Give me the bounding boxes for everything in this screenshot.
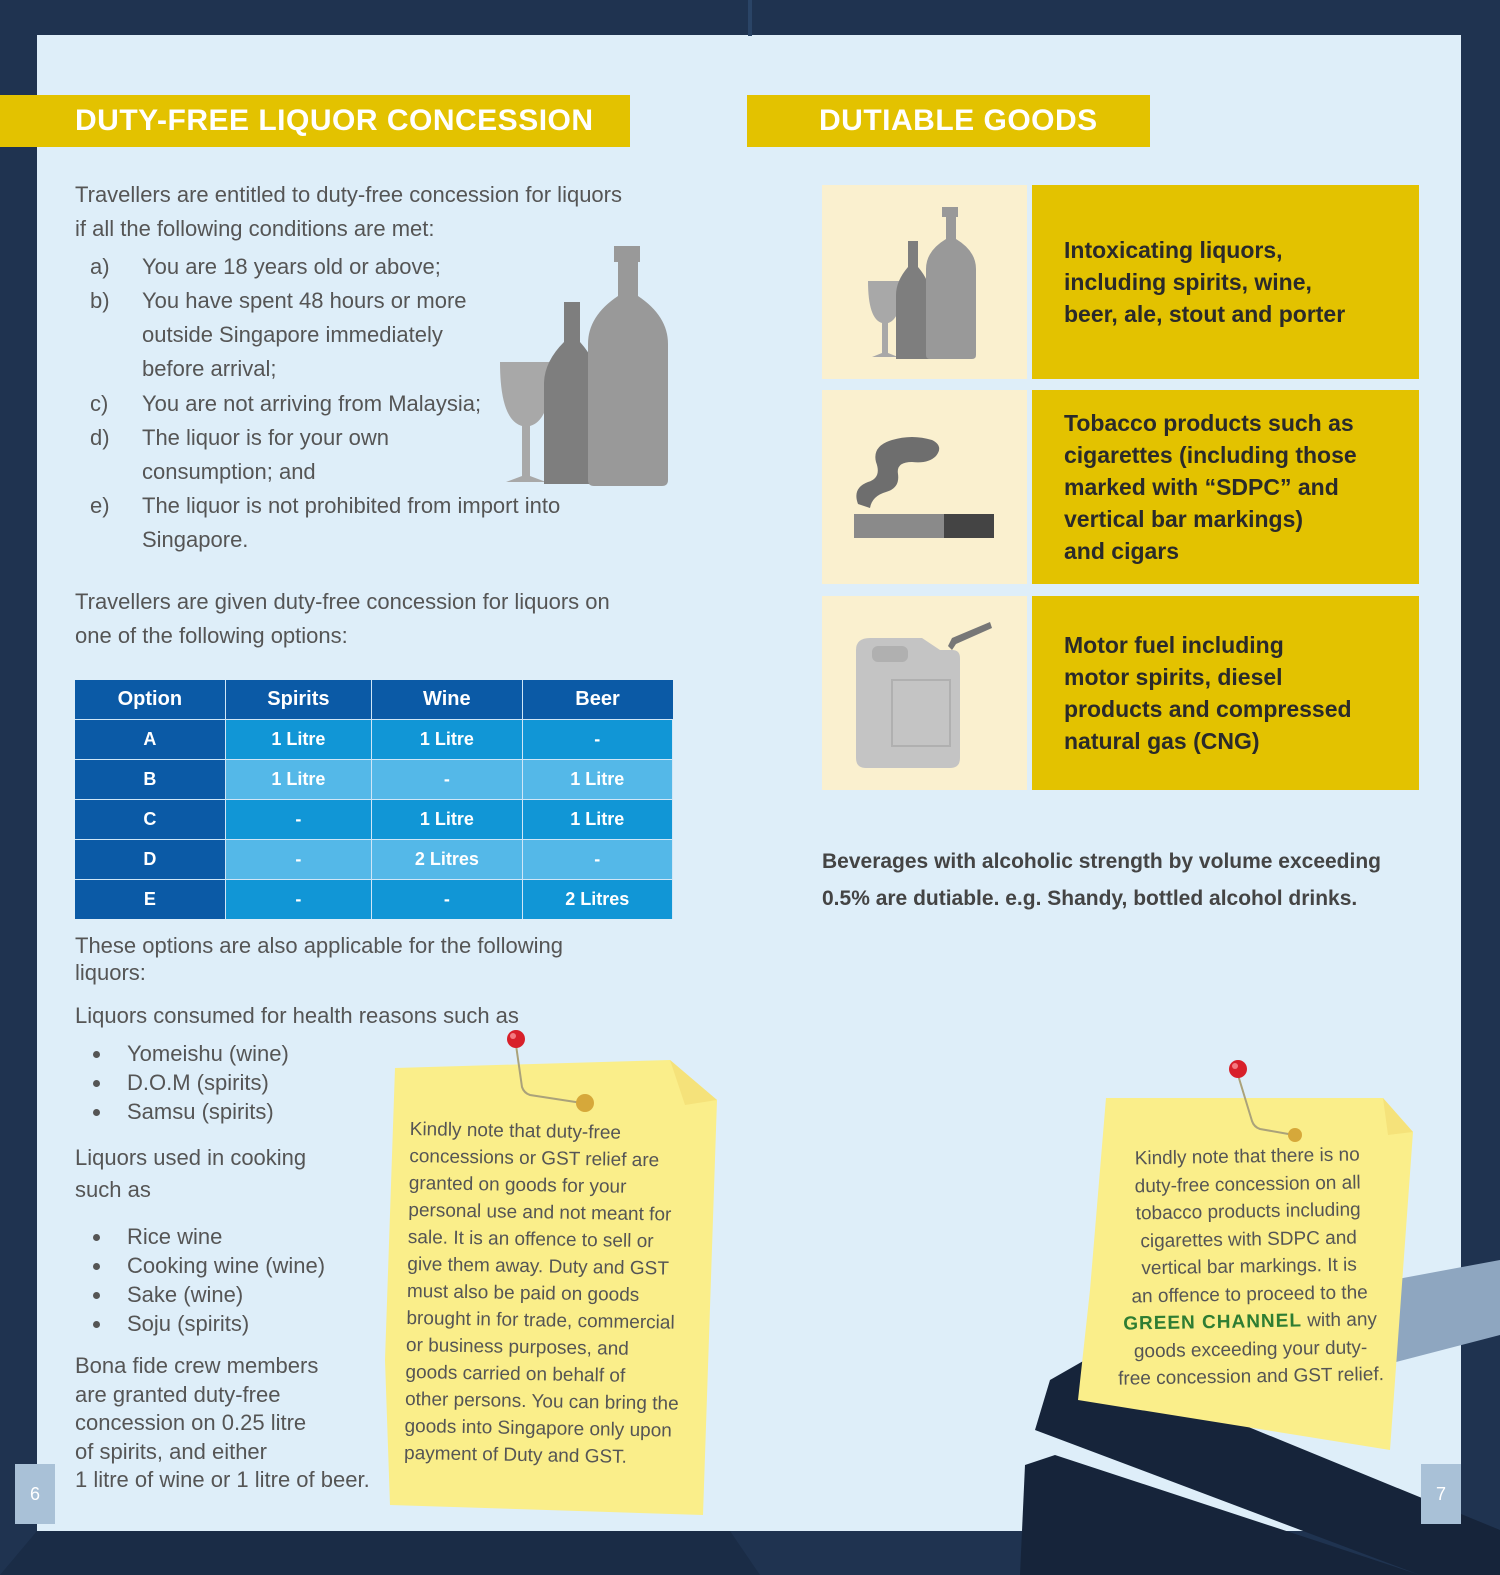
liquor-options-table xyxy=(75,680,673,919)
goods-line: marked with “SDPC” and xyxy=(1064,474,1339,500)
liquor-bottles-icon xyxy=(498,244,670,488)
note-line: brought in for trade, commercial xyxy=(406,1307,675,1334)
list-item xyxy=(75,1251,325,1280)
applicable-line: liquors: xyxy=(75,960,146,985)
table-header-option: Option xyxy=(75,680,225,720)
table-cell: 1 Litre xyxy=(372,720,522,760)
note-line: goods carried on behalf of xyxy=(405,1361,626,1387)
intro-text xyxy=(75,178,622,246)
table-cell: - xyxy=(225,800,371,840)
condition-text: outside Singapore immediately xyxy=(142,322,443,347)
applicable-text xyxy=(75,932,563,986)
push-pin-icon xyxy=(500,1025,600,1120)
table-header-beer: Beer xyxy=(522,680,672,720)
condition-text: You are not arriving from Malaysia; xyxy=(142,391,482,416)
beverages-note xyxy=(822,843,1381,917)
list-item-text: Samsu (spirits) xyxy=(127,1099,274,1124)
goods-row-fuel xyxy=(822,596,1419,790)
list-item-text: Soju (spirits) xyxy=(127,1311,250,1336)
goods-line: cigarettes (including those xyxy=(1064,442,1357,468)
crew-line: Bona fide crew members xyxy=(75,1353,319,1378)
table-cell: E xyxy=(75,880,225,920)
goods-line: and cigars xyxy=(1064,538,1180,564)
bullet xyxy=(93,1321,100,1328)
table-row xyxy=(75,840,673,880)
goods-row-tobacco xyxy=(822,390,1419,584)
liquor-bottles-icon xyxy=(866,205,982,361)
condition-label: e) xyxy=(90,493,110,518)
cooking-liquor-list xyxy=(75,1222,325,1338)
health-intro: Liquors consumed for health reasons such as xyxy=(75,1003,519,1028)
table-row xyxy=(75,800,673,840)
goods-line: beer, ale, stout and porter xyxy=(1064,301,1346,327)
cigarette-icon xyxy=(852,432,997,542)
intro-line: if all the following conditions are met: xyxy=(75,216,435,241)
table-cell: 1 Litre xyxy=(522,800,672,840)
table-cell: C xyxy=(75,800,225,840)
table-cell: 1 Litre xyxy=(225,760,371,800)
condition-label: b) xyxy=(90,288,110,313)
crew-line: concession on 0.25 litre xyxy=(75,1410,307,1435)
green-channel-label: GREEN CHANNEL xyxy=(1123,1310,1303,1335)
condition-text: You have spent 48 hours or more xyxy=(142,288,467,313)
options-intro xyxy=(75,585,610,653)
condition-label: a) xyxy=(90,254,110,279)
goods-line: products and compressed xyxy=(1064,696,1352,722)
page-number-text: 6 xyxy=(29,1483,40,1504)
goods-icon-panel xyxy=(822,185,1027,379)
bullet xyxy=(93,1292,100,1299)
note-line: Kindly note that there is no xyxy=(1134,1144,1360,1170)
table-cell: - xyxy=(522,840,672,880)
table-header-spirits: Spirits xyxy=(225,680,371,720)
condition-text: The liquor is for your own xyxy=(142,425,389,450)
note-line: duty-free concession on all xyxy=(1134,1171,1361,1197)
condition-label: d) xyxy=(90,425,110,450)
list-item xyxy=(75,1222,325,1251)
bullet xyxy=(93,1263,100,1270)
options-intro-line: one of the following options: xyxy=(75,623,348,648)
condition-text: Singapore. xyxy=(142,527,249,552)
goods-line: Tobacco products such as xyxy=(1064,410,1354,436)
crew-line: 1 litre of wine or 1 litre of beer. xyxy=(75,1467,370,1492)
goods-row-liquor xyxy=(822,185,1419,379)
page-number-left xyxy=(15,1464,55,1524)
page-number-right xyxy=(1421,1464,1461,1524)
condition-text: You are 18 years old or above; xyxy=(142,254,441,279)
intro-line: Travellers are entitled to duty-free concession for liquors xyxy=(75,182,622,207)
note-line-part: with any xyxy=(1301,1309,1378,1332)
table-cell: 1 Litre xyxy=(225,720,371,760)
list-item-text: D.O.M (spirits) xyxy=(127,1070,269,1095)
goods-line: vertical bar markings) xyxy=(1064,506,1304,532)
cooking-intro xyxy=(75,1142,306,1206)
table-header-row xyxy=(75,680,673,720)
table-row xyxy=(75,880,673,920)
goods-line: Intoxicating liquors, xyxy=(1064,237,1283,263)
list-item xyxy=(75,1280,325,1309)
crew-text xyxy=(75,1352,370,1495)
fuel-jerrycan-icon xyxy=(852,618,997,770)
condition-text: consumption; and xyxy=(142,459,316,484)
note-line: other persons. You can bring the xyxy=(404,1388,679,1415)
goods-text-panel xyxy=(1032,185,1419,379)
bullet xyxy=(93,1080,100,1087)
goods-text-panel xyxy=(1032,596,1419,790)
table-row xyxy=(75,720,673,760)
bullet xyxy=(93,1109,100,1116)
table-cell: - xyxy=(225,880,371,920)
banner-title: DUTIABLE GOODS xyxy=(819,104,1098,137)
note-line: vertical bar markings. It is xyxy=(1141,1254,1358,1280)
beverages-line: 0.5% are dutiable. e.g. Shandy, bottled alcohol drinks. xyxy=(822,887,1358,910)
note-line: give them away. Duty and GST xyxy=(407,1253,670,1280)
goods-line: natural gas (CNG) xyxy=(1064,728,1260,754)
list-item xyxy=(75,1039,289,1068)
goods-line: motor spirits, diesel xyxy=(1064,664,1283,690)
note-line: personal use and not meant for xyxy=(408,1199,672,1226)
note-line: or business purposes, and xyxy=(405,1334,630,1360)
goods-icon-panel xyxy=(822,390,1027,584)
bullet xyxy=(93,1051,100,1058)
list-item xyxy=(75,1309,325,1338)
list-item-text: Rice wine xyxy=(127,1224,223,1249)
table-header-wine: Wine xyxy=(372,680,522,720)
goods-icon-panel xyxy=(822,596,1027,790)
cooking-intro-line: such as xyxy=(75,1177,151,1202)
table-cell: A xyxy=(75,720,225,760)
table-cell: D xyxy=(75,840,225,880)
note-line: free concession and GST relief. xyxy=(1117,1364,1385,1390)
health-liquor-list xyxy=(75,1039,289,1126)
note-line: goods into Singapore only upon xyxy=(404,1415,672,1442)
table-cell: 2 Litres xyxy=(522,880,672,920)
options-intro-line: Travellers are given duty-free concession for liquors on xyxy=(75,589,610,614)
list-item-text: Cooking wine (wine) xyxy=(127,1253,326,1278)
note-line: must also be paid on goods xyxy=(406,1280,640,1307)
list-item-text: Yomeishu (wine) xyxy=(127,1041,289,1066)
note-line: tobacco products including xyxy=(1135,1199,1361,1225)
table-cell: 1 Litre xyxy=(522,760,672,800)
table-cell: - xyxy=(372,760,522,800)
note-line: an offence to proceed to the xyxy=(1131,1281,1368,1307)
note-line: goods exceeding your duty- xyxy=(1133,1336,1368,1362)
table-cell: 1 Litre xyxy=(372,800,522,840)
condition-text: before arrival; xyxy=(142,356,277,381)
push-pin-icon xyxy=(1228,1055,1318,1150)
table-cell: - xyxy=(225,840,371,880)
goods-text-panel xyxy=(1032,390,1419,584)
spine-top xyxy=(748,0,752,36)
list-item xyxy=(75,1068,289,1097)
condition-text: The liquor is not prohibited from import into xyxy=(142,493,561,518)
note-line: cigarettes with SDPC and xyxy=(1140,1226,1358,1252)
bullet xyxy=(93,1234,100,1241)
dutiable-goods-banner xyxy=(747,95,1150,147)
cooking-intro-line: Liquors used in cooking xyxy=(75,1145,307,1170)
goods-line: Motor fuel including xyxy=(1064,632,1284,658)
liquor-concession-banner xyxy=(0,95,630,147)
table-cell: - xyxy=(372,880,522,920)
table-cell: B xyxy=(75,760,225,800)
table-cell: - xyxy=(522,720,672,760)
list-item xyxy=(75,1097,289,1126)
note-line: granted on goods for your xyxy=(408,1172,627,1198)
note-line: sale. It is an offence to sell or xyxy=(407,1226,654,1253)
applicable-line: These options are also applicable for the following xyxy=(75,933,563,958)
table-row xyxy=(75,760,673,800)
note-line: Kindly note that duty-free xyxy=(409,1118,622,1144)
condition-label: c) xyxy=(90,391,109,416)
note-line: concessions or GST relief are xyxy=(409,1145,660,1172)
table-cell: 2 Litres xyxy=(372,840,522,880)
page-number-text: 7 xyxy=(1435,1483,1446,1504)
crew-line: are granted duty-free xyxy=(75,1381,281,1407)
list-item-text: Sake (wine) xyxy=(127,1282,244,1307)
banner-title: DUTY-FREE LIQUOR CONCESSION xyxy=(75,104,594,137)
note-line: payment of Duty and GST. xyxy=(403,1442,628,1468)
goods-line: including spirits, wine, xyxy=(1064,269,1312,295)
beverages-line: Beverages with alcoholic strength by volume exceeding xyxy=(822,850,1382,873)
note-text-left xyxy=(404,1116,708,1472)
crew-line: of spirits, and either xyxy=(75,1438,267,1464)
note-text-right xyxy=(1098,1141,1400,1394)
